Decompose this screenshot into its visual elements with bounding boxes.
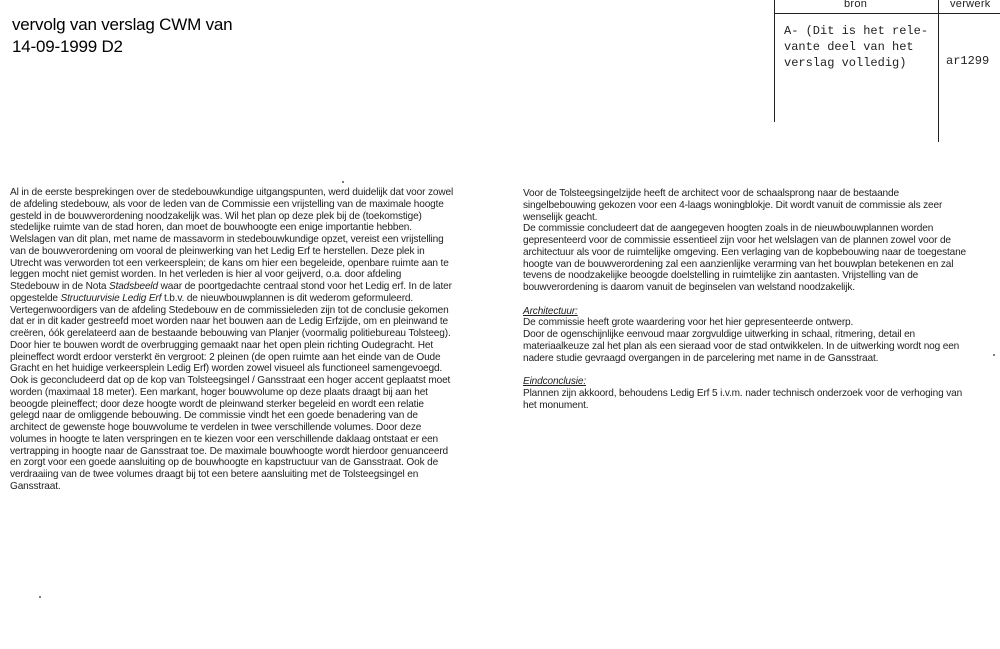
scan-speck <box>342 181 344 183</box>
text-line: gelegd naar de omliggende bebouwing. De commissie vindt het een goede benadering van de <box>10 410 418 422</box>
document-title <box>12 14 232 58</box>
source-reference: ar1299 <box>946 54 990 68</box>
text-line: wenselijk geacht. <box>523 211 598 223</box>
text-line: Voor de Tolsteegsingelzijde heeft de architect voor de schaalsprong naar de bestaande <box>523 188 899 199</box>
text-line: architectuur als voor de ruimtelijke omgeving. Een verlaging van de kopbebouwing naar de toegestane <box>523 246 967 258</box>
text-line: verdraaiing van de twee volumes draagt bij tot een betere aansluiting met de Tolsteegsingel en <box>10 469 419 480</box>
text-line: De commissie heeft grote waardering voor het hier gepresenteerde ontwerp. <box>523 317 854 329</box>
text-line: architect de gewenste hoge bouwvolume te verdelen in twee verschillende volumes. Door deze <box>10 422 422 433</box>
text-line: het monument. <box>523 399 589 411</box>
left-text-column <box>10 187 480 493</box>
source-note-line: A- (Dit is het rele- <box>784 24 929 38</box>
text-line: hoogte van de bouwverordening zal een aanzienlijke verarming van het bouwplan betekenen en zal <box>523 258 954 270</box>
text-line: vertrapping in hoogte naar de Gansstraat toe. De maximale bouwhoogte wordt hierdoor genuanceerd <box>10 445 449 457</box>
text-run: opgestelde <box>10 292 61 304</box>
table-divider-middle <box>938 0 939 142</box>
text-line: De commissie concludeert dat de aangegeven hoogten zoals in de nieuwbouwplannen worden <box>523 223 934 235</box>
section-heading-architectuur: Architectuur: <box>523 305 578 317</box>
source-note <box>784 23 934 71</box>
title-line-1: vervolg van verslag CWM van <box>12 15 233 34</box>
text-line: beoogde pleineffect; door deze hoogte wordt de pleinwand sterker begeleid en wordt een relatie <box>10 398 424 410</box>
text-line: tevens de noodzakelijke beoogde doelstelling in ruimtelijke zin aantasten. Vrijstelling van de <box>523 270 919 282</box>
source-note-line: verslag volledig) <box>784 56 907 70</box>
scan-speck <box>39 596 41 598</box>
text-run: t.b.v. de nieuwbouwplannen is dit wederom geformuleerd. <box>161 292 414 304</box>
text-line: gesteld in de bouwverordening noodzakelijk was. Wil het plan op deze plek bij de (toekomstige) <box>10 210 422 222</box>
text-line: volumes in hoogte te laten verspringen en te kiezen voor een verschillende daklaag ontstaat er een <box>10 433 439 445</box>
column-header-verwerk: verwerk <box>950 0 991 10</box>
text-line: leggen mocht niet gemist worden. In het verleden is hier al voor geijverd, o.a. door afdeling <box>10 269 402 281</box>
text-line: Welslagen van dit plan, met name de massavorm in stedebouwkundige opzet, vereist een vrijstelling <box>10 234 444 245</box>
source-table <box>774 0 1000 142</box>
text-line: Plannen zijn akkoord, behoudens Ledig Erf 5 i.v.m. nader technisch onderzoek voor de verhoging van <box>523 387 963 399</box>
text-run: waar de poortgedachte centraal stond voor het Ledig erf. In de later <box>158 281 452 292</box>
text-line: Al in de eerste besprekingen over de stedebouwkundige uitgangspunten, werd duidelijk dat voor zowel <box>10 187 454 198</box>
title-line-2: 14-09-1999 D2 <box>12 37 123 56</box>
text-line: de afdeling stedebouw, als voor de leden van de Commissie een vrijstelling van de maximale hoogte <box>10 198 444 210</box>
text-line: worden (maximaal 18 meter). Een markant, hoger bouwvolume op deze plaats draagt bij aan het <box>10 386 428 398</box>
paragraph-gap <box>523 364 983 376</box>
emphasis-structuurvisie: Structuurvisie Ledig Erf <box>60 292 162 304</box>
text-run: Stedebouw in de Nota <box>10 281 109 292</box>
column-header-bron: bron <box>844 0 868 10</box>
text-line: bouwverordening is daarom vanuit de beginselen van welstand noodzakelijk. <box>523 282 855 293</box>
table-header-line <box>774 13 1000 14</box>
text-line: pleineffect wordt erdoor versterkt ën vergroot: 2 pleinen (de open ruimte aan het einde van de Oude <box>10 351 441 363</box>
text-line: Door hier te bouwen wordt de overbrugging gemaakt naar het open plein richting Oudegracht. Het <box>10 339 434 351</box>
text-line: dat er in dit kader gestreefd moet worden naar het bouwen aan de Ledig Erfzijde, om en pleinwand te <box>10 316 448 328</box>
text-line: Utrecht was verworden tot een verkeersplein; de kans om hier een begeleide, openbare ruimte aan te <box>10 257 449 269</box>
text-line: nadere studie gevraagd overgangen in de parcelering met name in de Gansstraat. <box>523 352 879 364</box>
emphasis-stadsbeeld: Stadsbeeld <box>108 281 158 292</box>
right-text-column <box>523 188 983 411</box>
text-line: Gracht en het huidige verkeersplein Ledig Erf) worden zowel visueel als functioneel samengevoegd. <box>10 363 443 375</box>
text-line: Gansstraat. <box>10 480 61 492</box>
text-line: singelbebouwing gekozen voor een 4-laags woningblokje. Dit wordt vanuit de commissie als zeer <box>523 199 943 211</box>
text-line-structuurvisie <box>10 293 480 305</box>
text-line: en zorgt voor een goede aansluiting op de bouwhoogte en kapstructuur van de Gansstraat. Ook de <box>10 457 439 469</box>
text-line: creëren, óók gerelateerd aan de bestaande bebouwing van Planjer (voormalig politiebureau Tolsteeg). <box>10 328 451 339</box>
text-line: Ook is geconcludeerd dat op de kop van Tolsteegsingel / Gansstraat een hoger accent geplaatst moet <box>10 375 451 386</box>
source-note-line: vante deel van het <box>784 40 914 54</box>
paragraph-gap <box>523 294 983 306</box>
section-heading-eindconclusie: Eindconclusie: <box>523 376 586 387</box>
table-divider-left <box>774 0 775 122</box>
text-line: van de bouwverordening om vooral de pleinwerking van het Ledig Erf te herstellen. Deze plek in <box>10 245 425 257</box>
text-line: stedelijke ruimte van de stad horen, dan moet de bouwhoogte een enige importantie hebben. <box>10 222 412 234</box>
text-line: materiaalkeuze zal het plan als een sieraad voor de stad ontwikkelen. In de uitwerking wordt nog een <box>523 340 960 352</box>
scan-speck <box>993 354 995 356</box>
text-line: Vertegenwoordigers van de afdeling Stedebouw en de commissieleden zijn tot de conclusie gekomen <box>10 304 449 316</box>
text-line: gepresenteerd voor de commissie essentieel zijn voor het welslagen van de plannen zowel voor de <box>523 235 951 246</box>
text-line-nota-stadsbeeld <box>10 281 480 293</box>
text-line: Door de ogenschijnlijke eenvoud maar zorgvuldige uitwerking in schaal, ritmering, detail en <box>523 329 916 340</box>
